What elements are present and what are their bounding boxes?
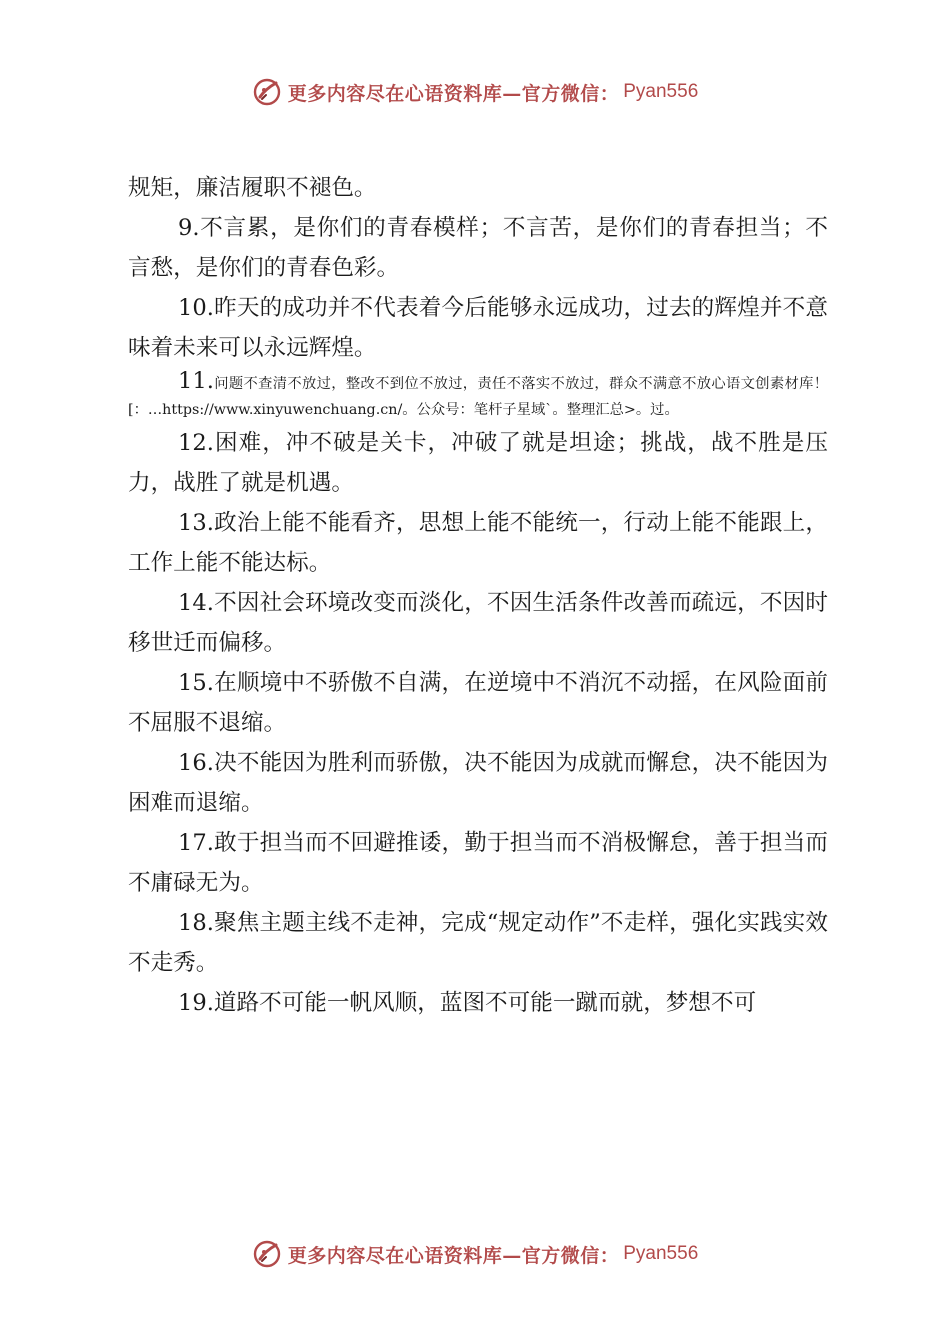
paragraph-17: 17.敢于担当而不回避推诿，勤于担当而不消极懈怠，善于担当而不庸碌无为。: [128, 830, 828, 896]
paragraph-9: 9.不言累，是你们的青春模样；不言苦，是你们的青春担当；不言愁，是你们的青春色彩。: [128, 215, 828, 281]
paragraph-16: 16.决不能因为胜利而骄傲，决不能因为成就而懈怠，决不能因为困难而退缩。: [128, 750, 828, 816]
paragraph-15: 15.在顺境中不骄傲不自满，在逆境中不消沉不动摇，在风险面前不屈服不退缩。: [128, 670, 828, 736]
paragraph-13: 13.政治上能不能看齐，思想上能不能统一，行动上能不能跟上，工作上能不能达标。: [128, 510, 828, 576]
header-banner: [0, 70, 950, 114]
header-wechat-id: Pyan556: [623, 81, 699, 102]
paragraph-11: [128, 368, 828, 423]
paragraph-18: 18.聚焦主题主线不走神，完成“规定动作”不走样，强化实践实效不走秀。: [128, 910, 828, 976]
paragraph-11-text: 问题不查清不放过，整改不到位不放过，责任不落实不放过，群众不满意不放心语文创素材库！[：…https://www.xinyuwenchuang.cn/。公众号：笔杆子星域`。整理汇总>。过。: [128, 376, 828, 418]
footer-banner: [0, 1232, 950, 1276]
footer-banner-text: 更多内容尽在心语资料库—官方微信：: [287, 1244, 620, 1267]
paragraph-14: 14.不因社会环境改变而淡化，不因生活条件改善而疏远，不因时移世迁而偏移。: [128, 590, 828, 656]
footer-wechat-id: Pyan556: [623, 1243, 699, 1264]
paragraph-10: 10.昨天的成功并不代表着今后能够永远成功，过去的辉煌并不意味着未来可以永远辉煌。: [128, 295, 828, 361]
paragraph-11-number: 11.: [178, 368, 214, 394]
paragraph-12: 12.困难，冲不破是关卡，冲破了就是坦途；挑战，战不胜是压力，战胜了就是机遇。: [128, 430, 828, 496]
paragraph-19: 19.道路不可能一帆风顺，蓝图不可能一蹴而就，梦想不可: [178, 990, 757, 1016]
brush-logo-icon: [252, 1239, 282, 1269]
brush-logo-icon: [252, 77, 282, 107]
document-body: [128, 168, 828, 1023]
paragraph-continuation: 规矩，廉洁履职不褪色。: [128, 175, 377, 201]
header-banner-text: 更多内容尽在心语资料库—官方微信：: [287, 82, 620, 105]
